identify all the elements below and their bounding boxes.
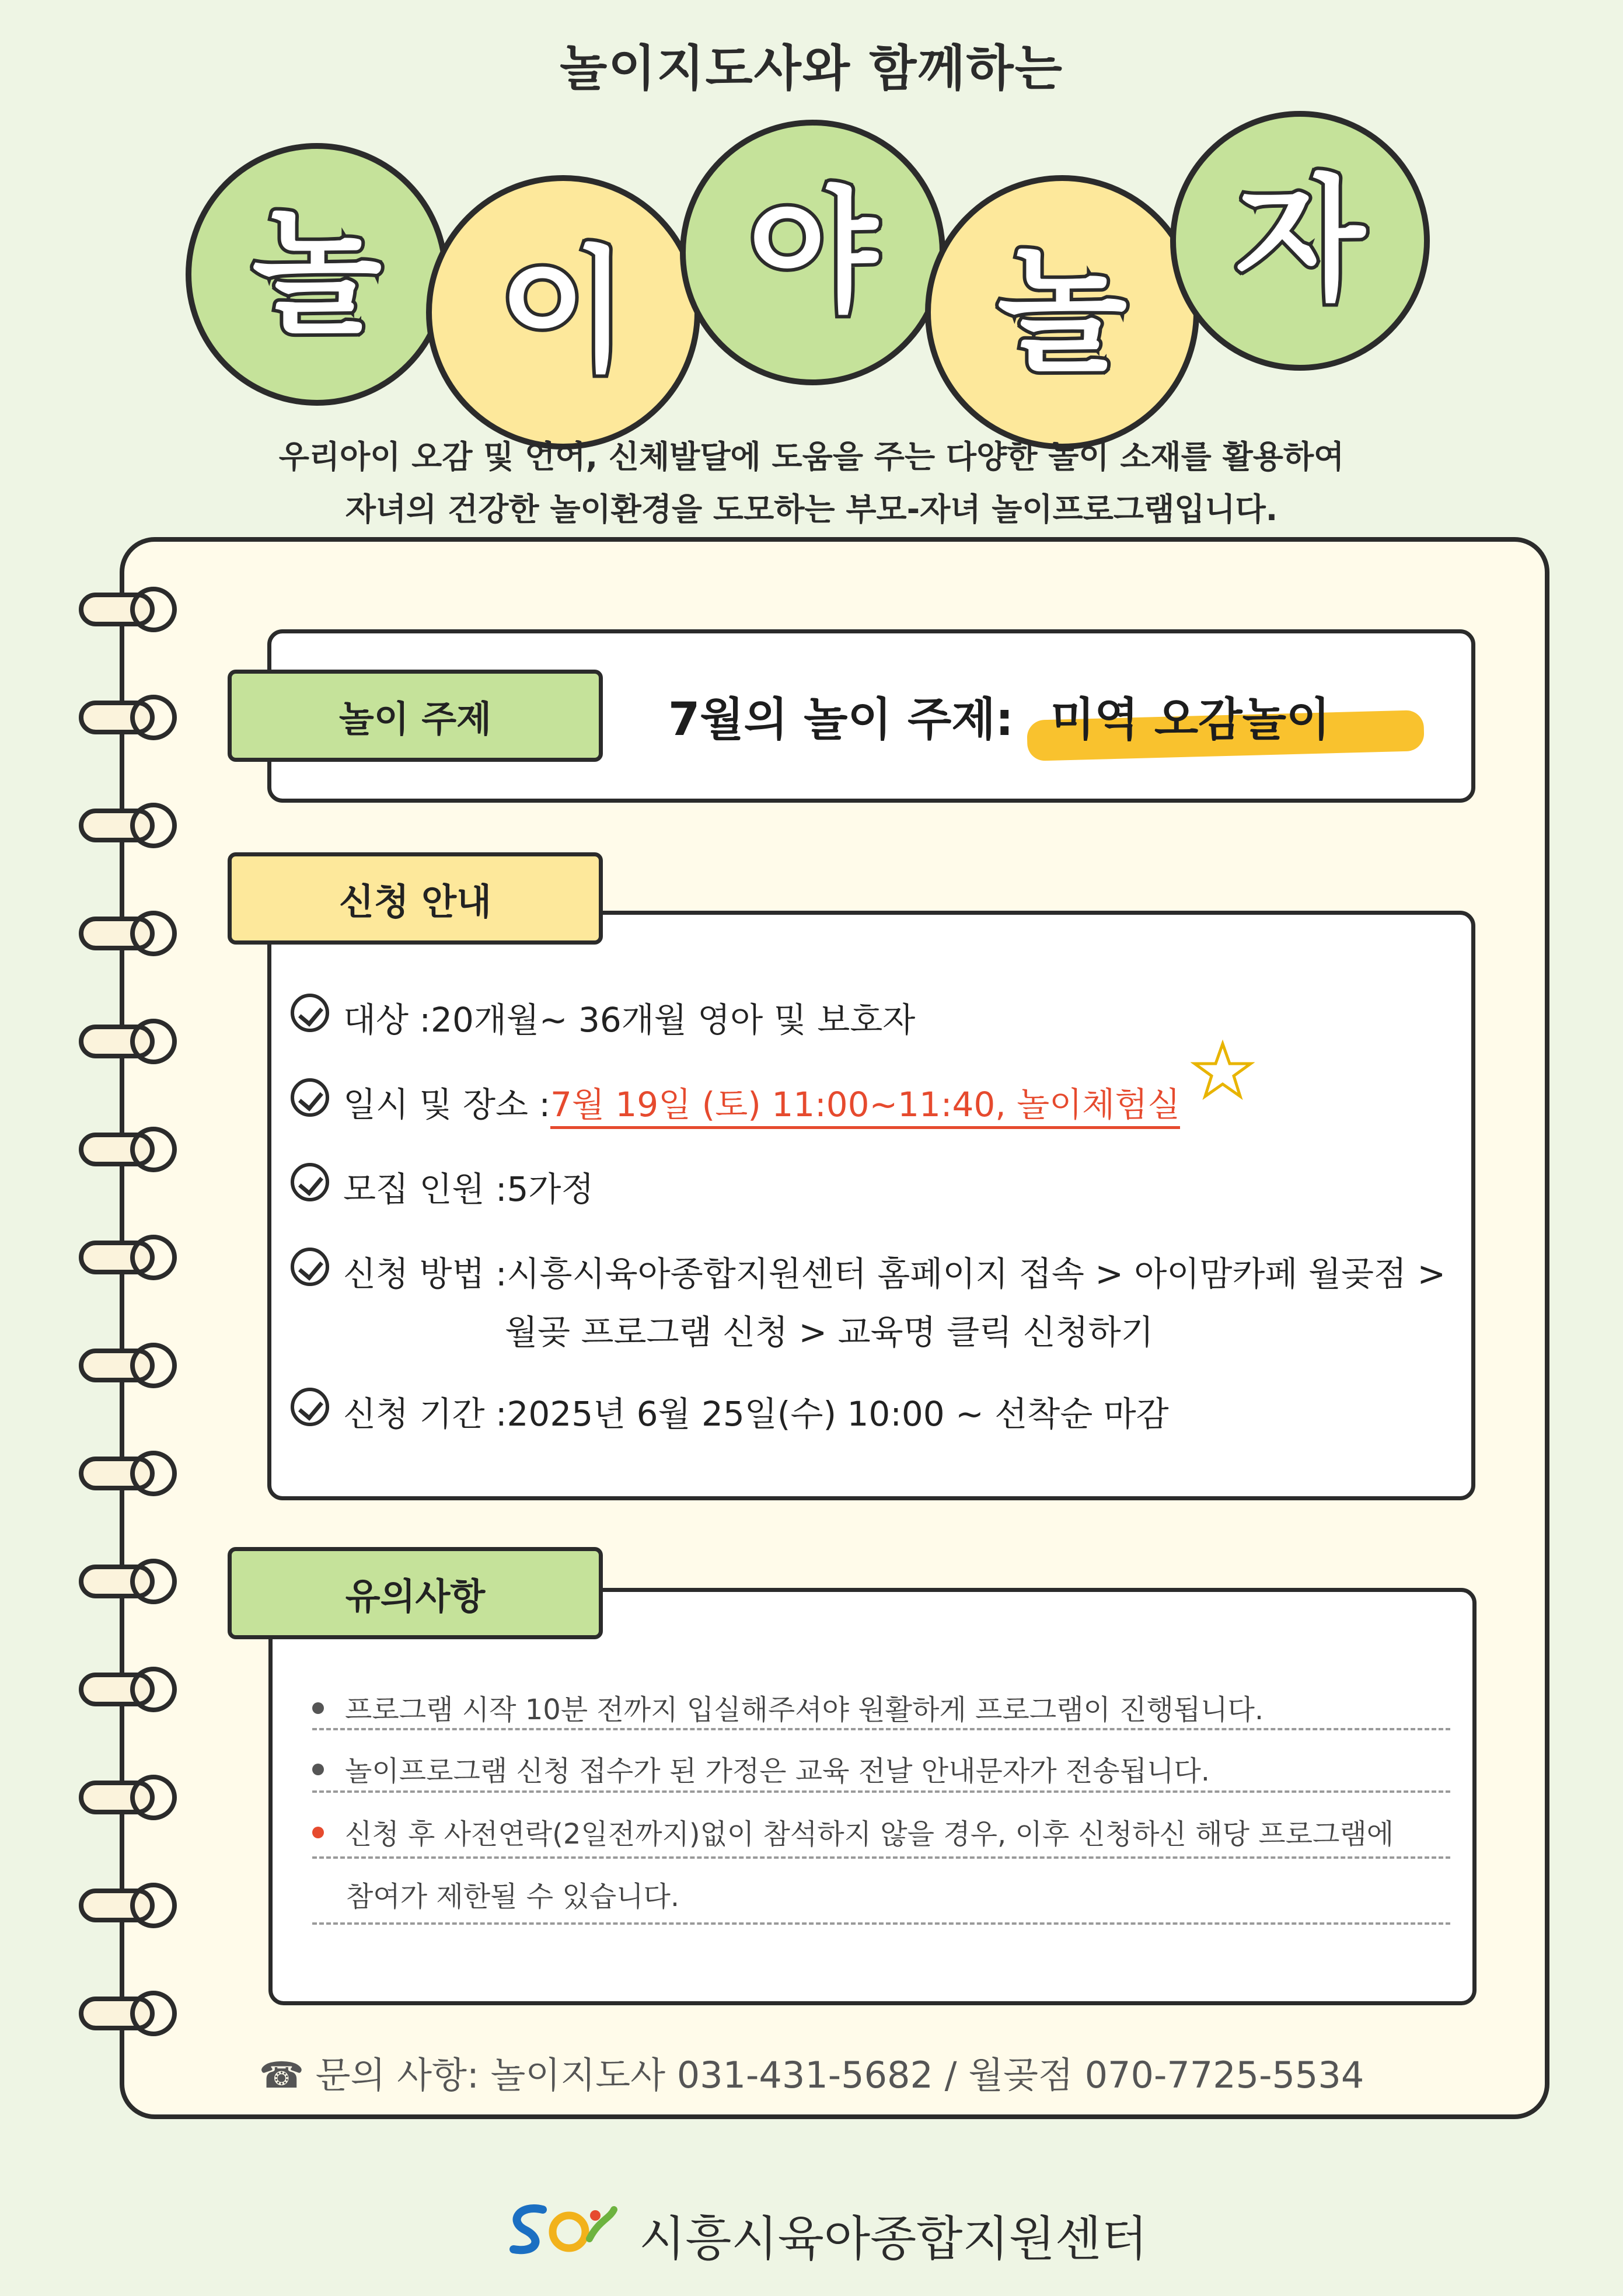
notebook-ring-icon: [79, 695, 178, 741]
notebook-ring-icon: [79, 1127, 178, 1173]
title-char: 놀: [997, 234, 1128, 390]
title-circle-3: [680, 120, 945, 385]
title-char: 야: [748, 174, 878, 330]
note-item-warning-cont: 참여가 제한될 수 있습니다.: [346, 1880, 680, 1913]
recruit-value: 5가정: [507, 1169, 594, 1209]
subtitle: 놀이지도사와 함께하는: [560, 40, 1063, 97]
info-recruit: [291, 1162, 594, 1211]
info-target: [291, 992, 915, 1041]
notes-tag: 유의사항: [228, 1547, 603, 1639]
target-label: 대상 :: [343, 1000, 431, 1040]
title-circle-5: [1170, 111, 1430, 371]
check-circle-icon: [291, 1248, 329, 1286]
title-char: 이: [498, 234, 629, 390]
org-name: 시흥시육아종합지원센터: [639, 2211, 1148, 2267]
bullet-icon: [312, 1827, 324, 1838]
notebook-ring-icon: [79, 803, 178, 849]
notebook-ring-icon: [79, 1451, 178, 1497]
dashed-divider: [312, 1856, 1450, 1859]
title-char: 놀: [252, 196, 382, 352]
recruit-label: 모집 인원 :: [343, 1169, 507, 1209]
notebook-ring-icon: [79, 1667, 178, 1713]
note-item-warning: 신청 후 사전연락(2일전까지)없이 참석하지 않을 경우, 이후 신청하신 해당 프로그램에: [312, 1811, 1450, 1852]
title-circle-2: [426, 175, 700, 450]
notebook-ring-icon: [79, 1019, 178, 1065]
check-circle-icon: [291, 1163, 329, 1201]
note-item: 놀이프로그램 신청 접수가 된 가정은 교육 전날 안내문자가 전송됩니다.: [312, 1748, 1450, 1789]
method-line-1: 시흥시육아종합지원센터 홈페이지 접속 > 아이맘카페 월곶점 >: [507, 1254, 1446, 1294]
bullet-icon: [312, 1702, 324, 1714]
theme-prefix: 7월의 놀이 주제:: [668, 694, 1014, 746]
info-period: [291, 1386, 1169, 1436]
period-label: 신청 기간 :: [343, 1394, 507, 1434]
check-circle-icon: [291, 1078, 329, 1117]
dashed-divider: [312, 1922, 1450, 1925]
notebook-ring-icon: [79, 1991, 178, 2037]
date-value: 7월 19일 (토) 11:00~11:40, 놀이체험실: [550, 1077, 1180, 1129]
check-circle-icon: [291, 994, 329, 1032]
notebook-ring-icon: [79, 1235, 178, 1281]
org-logo-icon: [502, 2198, 619, 2262]
notebook-ring-icon: [79, 1883, 178, 1929]
theme-tag: 놀이 주제: [228, 670, 603, 762]
dashed-divider: [312, 1728, 1450, 1730]
dashed-divider: [312, 1790, 1450, 1793]
notebook-ring-icon: [79, 587, 178, 633]
notebook-ring-icon: [79, 1775, 178, 1821]
check-circle-icon: [291, 1388, 329, 1426]
info-method: [291, 1246, 1446, 1295]
intro-line-1: 우리아이 오감 및 언어, 신체발달에 도움을 주는 다양한 놀이 소재를 활용하여: [278, 438, 1345, 475]
contact-info: ☎ 문의 사항: 놀이지도사 031-431-5682 / 월곶점 070-7725-5534: [259, 2054, 1364, 2096]
target-value: 20개월~ 36개월 영아 및 보호자: [431, 1000, 916, 1040]
star-icon: [1191, 1039, 1255, 1103]
intro-line-2: 자녀의 건강한 놀이환경을 도모하는 부모-자녀 놀이프로그램입니다.: [345, 491, 1278, 528]
info-date-place: [291, 1077, 1180, 1129]
notebook-ring-icon: [79, 911, 178, 957]
period-value: 2025년 6월 25일(수) 10:00 ~ 선착순 마감: [507, 1394, 1169, 1434]
method-label: 신청 방법 :: [343, 1254, 507, 1294]
application-tag: 신청 안내: [228, 852, 603, 945]
notes-box: [268, 1588, 1477, 2005]
theme-text: [668, 683, 1330, 748]
method-line-2: 월곶 프로그램 신청 > 교육명 클릭 신청하기: [505, 1312, 1154, 1352]
note-item: 프로그램 시작 10분 전까지 입실해주셔야 원활하게 프로그램이 진행됩니다.: [312, 1687, 1450, 1727]
title-circle-4: [925, 175, 1199, 450]
notebook-ring-icon: [79, 1559, 178, 1605]
title-circle-1: [186, 143, 448, 406]
theme-highlight: 미역 오감놀이: [1050, 694, 1331, 746]
date-label: 일시 및 장소 :: [343, 1085, 550, 1124]
bullet-icon: [312, 1764, 324, 1775]
title-char: 자: [1235, 162, 1365, 319]
notebook-ring-icon: [79, 1343, 178, 1389]
